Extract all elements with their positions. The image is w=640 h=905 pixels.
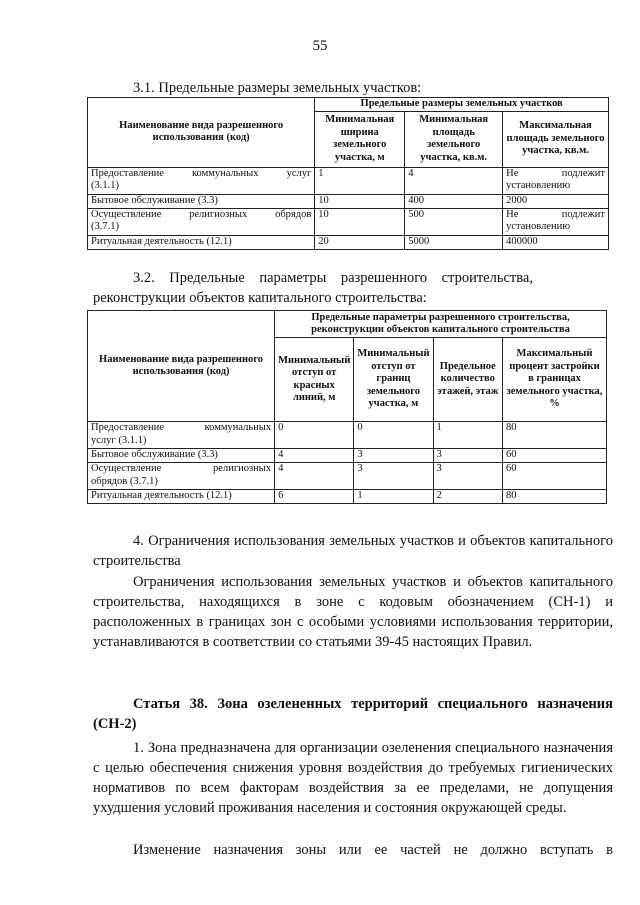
cell-value: 3 xyxy=(354,463,433,490)
column-header-boundary-setback: Минимальный отступ от границ земельного участка, м xyxy=(354,338,433,422)
cell-value: Не подлежит xyxy=(506,208,605,220)
cell-value: 0 xyxy=(275,422,354,449)
section-3-1-title: 3.1. Предельные размеры земельных участков: xyxy=(133,80,422,96)
row-name: Предоставление коммунальных услуг xyxy=(91,167,312,179)
row-name-cont: (3.7.1) xyxy=(91,221,119,232)
table-row xyxy=(88,490,607,504)
group-header: Предельные размеры земельных участков xyxy=(315,98,609,112)
section-3-2-title-line2: реконструкции объектов капитального строительства: xyxy=(93,290,427,306)
cell-value: 0 xyxy=(354,422,433,449)
construction-params-table xyxy=(87,310,607,504)
table-row xyxy=(88,208,609,235)
cell-value: 1 xyxy=(433,422,502,449)
cell-value: 60 xyxy=(502,449,606,463)
column-header-name: Наименование вида разрешенного использования (код) xyxy=(88,98,315,168)
cell-value: 400 xyxy=(405,194,503,208)
table-row xyxy=(88,235,609,249)
cell-value-cont: установлению xyxy=(506,221,571,232)
cell-value: 60 xyxy=(502,463,606,490)
cell-value: 6 xyxy=(275,490,354,504)
row-name: Предоставление коммунальных xyxy=(91,422,272,433)
column-header-min-area: Минимальная площадь земельного участка, кв.м. xyxy=(405,111,503,167)
cell-value: Не подлежит xyxy=(506,167,605,179)
column-header-floors: Предельное количество этажей, этаж xyxy=(433,338,502,422)
cell-value: 20 xyxy=(315,235,405,249)
cell-value: 2 xyxy=(433,490,502,504)
table-row xyxy=(88,449,607,463)
land-plot-sizes-table xyxy=(87,97,609,250)
cell-value: 400000 xyxy=(503,235,609,249)
table-row xyxy=(88,422,607,449)
table-row xyxy=(88,194,609,208)
cell-value: 4 xyxy=(275,449,354,463)
column-header-min-width: Минимальная ширина земельного участка, м xyxy=(315,111,405,167)
cell-value: 3 xyxy=(354,449,433,463)
column-header-red-line-setback: Минимальный отступ от красных линий, м xyxy=(275,338,354,422)
row-name: Бытовое обслуживание (3.3) xyxy=(88,449,275,463)
row-name-cont: (3.1.1) xyxy=(91,180,119,191)
cell-value: 5000 xyxy=(405,235,503,249)
row-name: Ритуальная деятельность (12.1) xyxy=(88,235,315,249)
cell-value: 3 xyxy=(433,449,502,463)
group-header: Предельные параметры разрешенного строительства, реконструкции объектов капитального строительства xyxy=(275,311,607,338)
cell-value: 80 xyxy=(502,422,606,449)
cell-value: 4 xyxy=(275,463,354,490)
row-name: Осуществление религиозных обрядов xyxy=(91,208,312,220)
cell-value: 80 xyxy=(502,490,606,504)
cell-value-cont: установлению xyxy=(506,180,571,191)
article-38-heading: Статья 38. Зона озелененных территорий специального назначения (СН-2) xyxy=(93,696,613,732)
article-38-paragraph-1: 1. Зона предназначена для организации озеленения специального назначения с целью обеспечения снижения уровня воздействия до требуемых гигиенических нормативов по всем факторам воздействия за ее пределами, не допущения ухудшения условий проживания населения и состояния окружающей среды. xyxy=(93,740,613,816)
section-4-title: 4. Ограничения использования земельных участков и объектов капитального строительства xyxy=(93,533,613,569)
cell-value: 1 xyxy=(315,167,405,194)
cell-value: 2000 xyxy=(503,194,609,208)
row-name: Осуществление религиозных xyxy=(91,463,272,474)
row-name-cont: обрядов (3.7.1) xyxy=(91,475,158,487)
section-3-2-title-line1: 3.2. Предельные параметры разрешенного строительства, xyxy=(133,270,533,286)
table-row xyxy=(88,463,607,490)
row-name-cont: услуг (3.1.1) xyxy=(91,434,147,446)
cell-value: 500 xyxy=(405,208,503,235)
row-name: Бытовое обслуживание (3.3) xyxy=(88,194,315,208)
cell-value: 10 xyxy=(315,194,405,208)
cell-value: 10 xyxy=(315,208,405,235)
column-header-name: Наименование вида разрешенного использования (код) xyxy=(88,311,275,422)
cell-value: 4 xyxy=(405,167,503,194)
page-number: 55 xyxy=(312,38,328,54)
section-4-body: Ограничения использования земельных участков и объектов капитального строительства, находящихся в зоне с кодовым обозначением (СН-1) и расположенных в границах зон с особыми условиями использования территории, устанавливаются в соответствии со статьями 39-45 настоящих Правил. xyxy=(93,574,613,650)
row-name: Ритуальная деятельность (12.1) xyxy=(88,490,275,504)
column-header-max-area: Максимальная площадь земельного участка, кв.м. xyxy=(503,111,609,167)
column-header-max-coverage: Максимальный процент застройки в границах земельного участка, % xyxy=(502,338,606,422)
cell-value: 1 xyxy=(354,490,433,504)
cell-value: 3 xyxy=(433,463,502,490)
table-row xyxy=(88,167,609,194)
article-38-paragraph-2: Изменение назначения зоны или ее частей не должно вступать в xyxy=(133,842,613,858)
